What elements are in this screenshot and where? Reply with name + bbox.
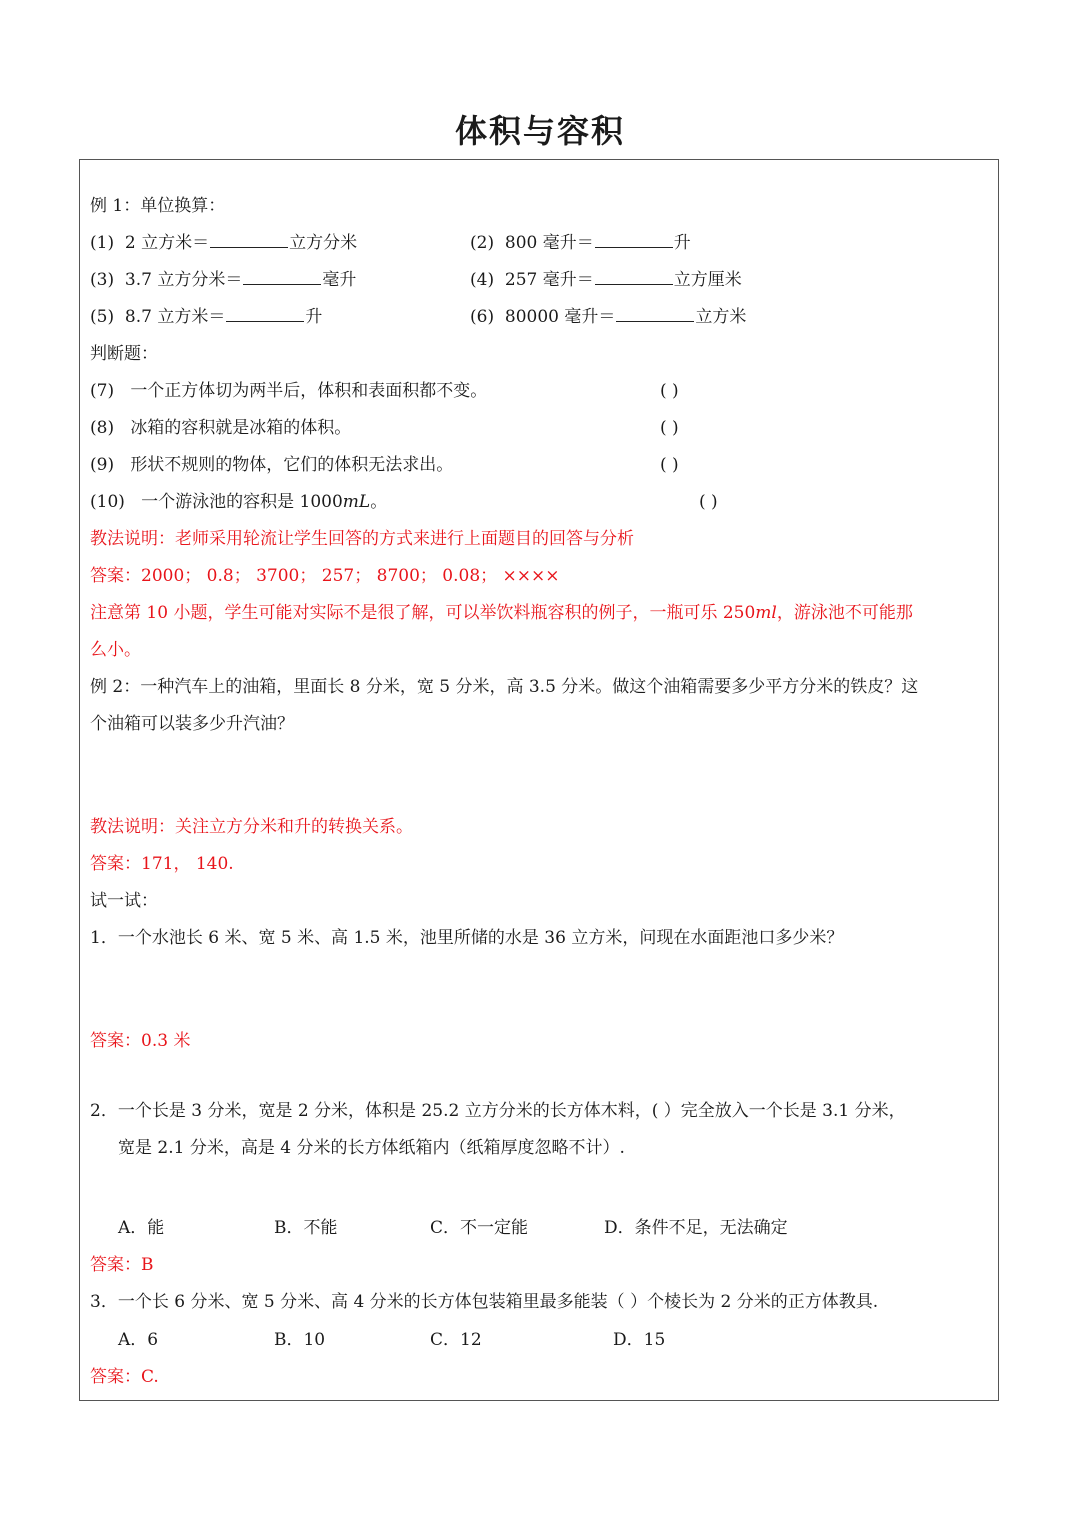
question-2: 2．一个长是 3 分米，宽是 2 分米，体积是 25.2 立方分米的长方体木料，( ）完全放入一个长是 3.1 分米， bbox=[90, 1101, 906, 1121]
example2-text: 例 2：一种汽车上的油箱，里面长 8 分米，宽 5 分米，高 3.5 分米。做这个油箱需要多少平方分米的铁皮？这 bbox=[90, 677, 919, 697]
judge-answer-paren[interactable]: ( ) bbox=[660, 381, 679, 401]
option-d[interactable]: D．15 bbox=[613, 1330, 666, 1350]
answer-text: 答案：C. bbox=[90, 1367, 159, 1387]
conversion-item-4: (4) 257 毫升＝ 立方厘米 bbox=[470, 270, 742, 290]
answer-blank[interactable] bbox=[595, 268, 673, 285]
content-frame bbox=[79, 159, 999, 1401]
answer-text: 答案：0.3 米 bbox=[90, 1031, 191, 1051]
answer-blank[interactable] bbox=[243, 268, 321, 285]
answer-blank[interactable] bbox=[595, 231, 673, 248]
teaching-note: 教法说明：老师采用轮流让学生回答的方式来进行上面题目的回答与分析 bbox=[90, 529, 634, 549]
page-title: 体积与容积 bbox=[454, 112, 625, 150]
option-d[interactable]: D．条件不足，无法确定 bbox=[604, 1218, 788, 1238]
judge-answer-paren[interactable]: ( ) bbox=[699, 492, 718, 512]
judge-item-10: (10) 一个游泳池的容积是 1000mL。 bbox=[90, 492, 388, 512]
option-b[interactable]: B．10 bbox=[274, 1330, 326, 1350]
judge-heading: 判断题： bbox=[90, 344, 158, 364]
option-c[interactable]: C．12 bbox=[430, 1330, 482, 1350]
attention-note-cont: 么小。 bbox=[90, 640, 141, 660]
teaching-note: 教法说明：关注立方分米和升的转换关系。 bbox=[90, 817, 413, 837]
conversion-item-1: (1) 2 立方米＝ 立方分米 bbox=[90, 233, 358, 253]
answer-text: 答案：171， 140. bbox=[90, 854, 234, 874]
question-1: 1．一个水池长 6 米、宽 5 米、高 1.5 米，池里所储的水是 36 立方米，问现在水面距池口多少米？ bbox=[90, 928, 844, 948]
attention-note: 注意第 10 小题，学生可能对实际不是很了解，可以举饮料瓶容积的例子，一瓶可乐 250ml，游泳池不可能那 bbox=[90, 603, 913, 623]
judge-item-7: (7) 一个正方体切为两半后，体积和表面积都不变。 bbox=[90, 381, 488, 401]
option-c[interactable]: C．不一定能 bbox=[430, 1218, 529, 1238]
option-b[interactable]: B．不能 bbox=[274, 1218, 338, 1238]
conversion-item-5: (5) 8.7 立方米＝ 升 bbox=[90, 307, 323, 327]
try-heading: 试一试： bbox=[90, 891, 158, 911]
answer-blank[interactable] bbox=[226, 305, 304, 322]
answer-blank[interactable] bbox=[616, 305, 694, 322]
example2-text-cont: 个油箱可以装多少升汽油？ bbox=[90, 714, 294, 734]
example1-heading: 例 1：单位换算： bbox=[90, 196, 226, 216]
question-2-cont: 宽是 2.1 分米，高是 4 分米的长方体纸箱内（纸箱厚度忽略不计）. bbox=[118, 1138, 625, 1158]
option-a[interactable]: A．能 bbox=[118, 1218, 165, 1238]
judge-item-9: (9) 形状不规则的物体，它们的体积无法求出。 bbox=[90, 455, 454, 475]
option-a[interactable]: A．6 bbox=[118, 1330, 159, 1350]
question-3: 3．一个长 6 分米、宽 5 分米、高 4 分米的长方体包装箱里最多能装（ ）个棱长为 2 分米的正方体教具. bbox=[90, 1292, 879, 1312]
judge-answer-paren[interactable]: ( ) bbox=[660, 418, 679, 438]
judge-answer-paren[interactable]: ( ) bbox=[660, 455, 679, 475]
answer-text: 答案：B bbox=[90, 1255, 154, 1275]
answer-blank[interactable] bbox=[210, 231, 288, 248]
conversion-item-3: (3) 3.7 立方分米＝ 毫升 bbox=[90, 270, 357, 290]
conversion-item-2: (2) 800 毫升＝ 升 bbox=[470, 233, 691, 253]
conversion-item-6: (6) 80000 毫升＝ 立方米 bbox=[470, 307, 747, 327]
judge-item-8: (8) 冰箱的容积就是冰箱的体积。 bbox=[90, 418, 352, 438]
answer-text: 答案：2000； 0.8； 3700； 257； 8700； 0.08； ×××× bbox=[90, 566, 560, 586]
